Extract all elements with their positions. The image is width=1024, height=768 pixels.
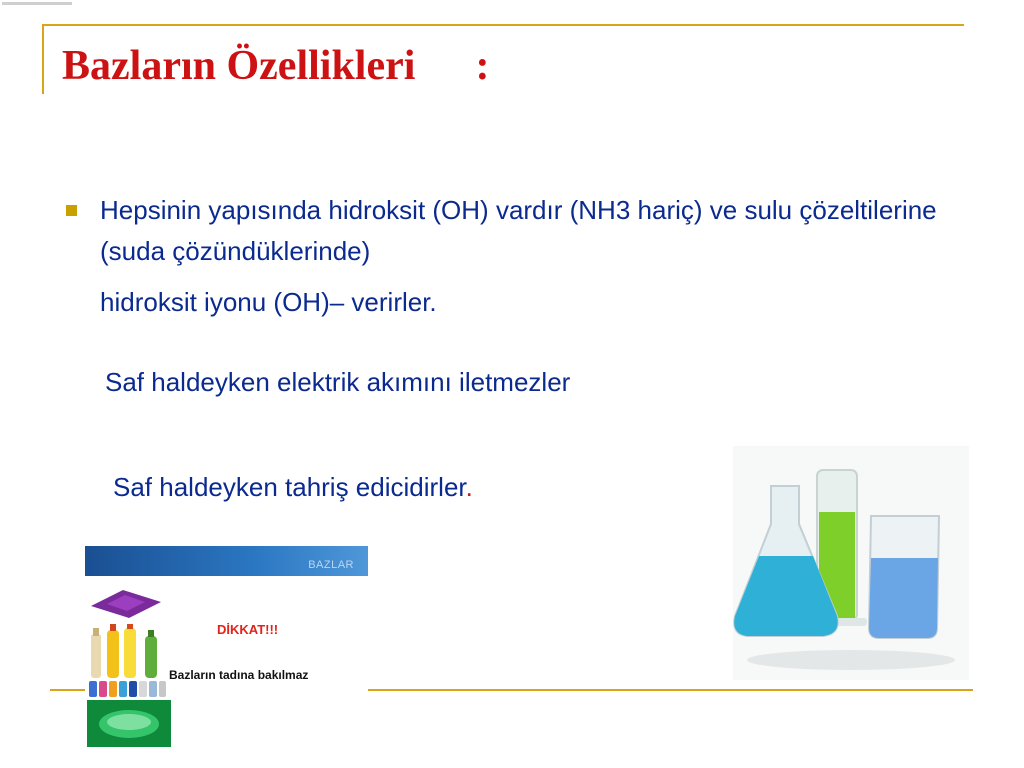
green-soap-icon <box>87 700 171 747</box>
bullet-line-3: hidroksit iyonu (OH)– verirler. <box>100 287 437 317</box>
purple-soap-icon <box>87 584 163 620</box>
slide-title-text: Bazların Özellikleri <box>62 43 416 89</box>
bullet-line-1: Hepsinin yapısında hidroksit (OH) vardır (NH3 hariç) ve sulu çözeltilerine (suda çözündüklerinde) <box>100 195 937 266</box>
paragraph-irritant-text: Saf haldeyken tahriş edicidirler <box>113 472 466 502</box>
frame-top-line <box>42 24 964 26</box>
paragraph-irritant-dot: . <box>465 472 473 502</box>
frame-bottom-line-right <box>368 689 973 691</box>
bases-warning-image <box>85 546 368 757</box>
bullet-square-icon <box>66 205 77 216</box>
bullet-text <box>100 190 980 323</box>
frame-bottom-line-left <box>50 689 86 691</box>
warning-text: DİKKAT!!! <box>217 622 279 637</box>
shampoo-bottles-icon <box>87 624 167 680</box>
small-bottles-icon <box>87 678 167 698</box>
lab-glassware-image <box>733 446 969 680</box>
slide-title <box>62 42 489 90</box>
frame-left-line <box>42 24 44 94</box>
top-left-mark <box>2 2 72 5</box>
panel-banner-text: BAZLAR <box>308 559 354 571</box>
paragraph-conductivity: Saf haldeyken elektrik akımını iletmezler <box>105 367 571 397</box>
slide-title-colon: : <box>475 43 490 89</box>
paragraph-irritant <box>113 472 473 503</box>
panel-banner <box>85 546 368 576</box>
taste-warning-caption: Bazların tadına bakılmaz <box>169 668 309 682</box>
